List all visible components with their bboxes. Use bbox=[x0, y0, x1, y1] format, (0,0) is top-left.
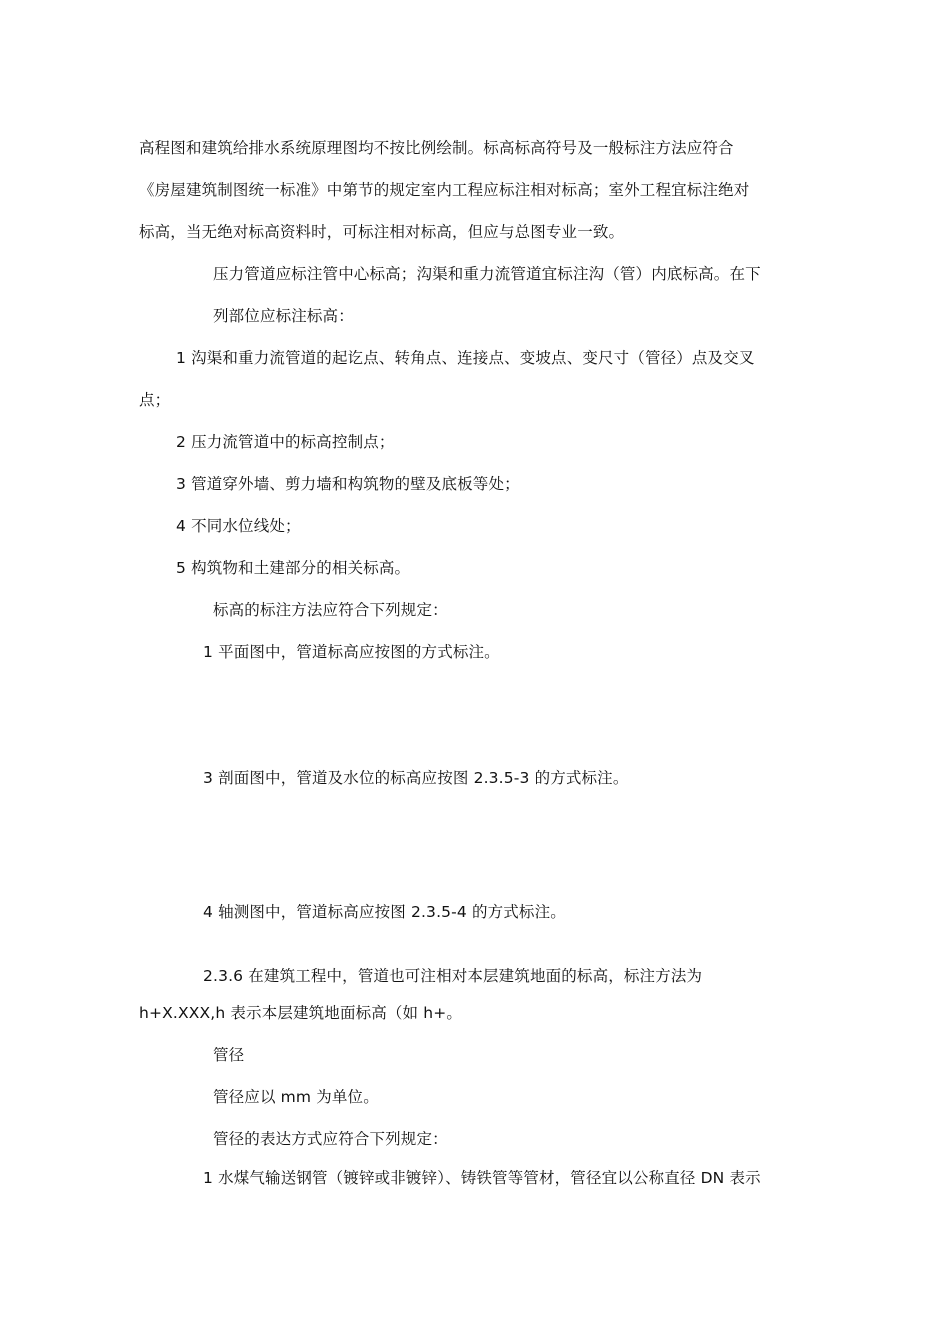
list-item: 1 沟渠和重力流管道的起讫点、转角点、连接点、变坡点、变尺寸（管径）点及交叉 bbox=[176, 349, 755, 367]
list-item: 1 平面图中，管道标高应按图的方式标注。 bbox=[203, 643, 500, 661]
list-item: 1 水煤气输送钢管（镀锌或非镀锌）、铸铁管等管材，管径宜以公称直径 DN 表示 bbox=[203, 1169, 761, 1187]
list-item: 2 压力流管道中的标高控制点； bbox=[176, 433, 395, 451]
text-line: 《房屋建筑制图统一标准》中第节的规定室内工程应标注相对标高；室外工程宜标注绝对 bbox=[139, 181, 750, 199]
list-item: 5 构筑物和土建部分的相关标高。 bbox=[176, 559, 411, 577]
text-line: 点； bbox=[139, 391, 171, 409]
list-item: 3 管道穿外墙、剪力墙和构筑物的壁及底板等处； bbox=[176, 475, 520, 493]
text-line: 标高的标注方法应符合下列规定： bbox=[213, 601, 448, 619]
list-item: 3 剖面图中，管道及水位的标高应按图 2.3.5-3 的方式标注。 bbox=[203, 769, 629, 787]
text-line: h+X.XXX,h 表示本层建筑地面标高（如 h+。 bbox=[139, 1004, 463, 1022]
list-item: 4 不同水位线处； bbox=[176, 517, 301, 535]
text-line: 管径的表达方式应符合下列规定： bbox=[213, 1130, 448, 1148]
text-line: 2.3.6 在建筑工程中，管道也可注相对本层建筑地面的标高，标注方法为 bbox=[203, 967, 703, 985]
text-line: 标高，当无绝对标高资料时，可标注相对标高，但应与总图专业一致。 bbox=[139, 223, 625, 241]
text-line: 管径应以 mm 为单位。 bbox=[213, 1088, 379, 1106]
list-item: 4 轴测图中，管道标高应按图 2.3.5-4 的方式标注。 bbox=[203, 903, 566, 921]
text-line: 高程图和建筑给排水系统原理图均不按比例绘制。标高标高符号及一般标注方法应符合 bbox=[139, 139, 734, 157]
text-line: 列部位应标注标高： bbox=[213, 307, 354, 325]
section-heading: 管径 bbox=[213, 1046, 245, 1064]
text-line: 压力管道应标注管中心标高；沟渠和重力流管道宜标注沟（管）内底标高。在下 bbox=[213, 265, 761, 283]
